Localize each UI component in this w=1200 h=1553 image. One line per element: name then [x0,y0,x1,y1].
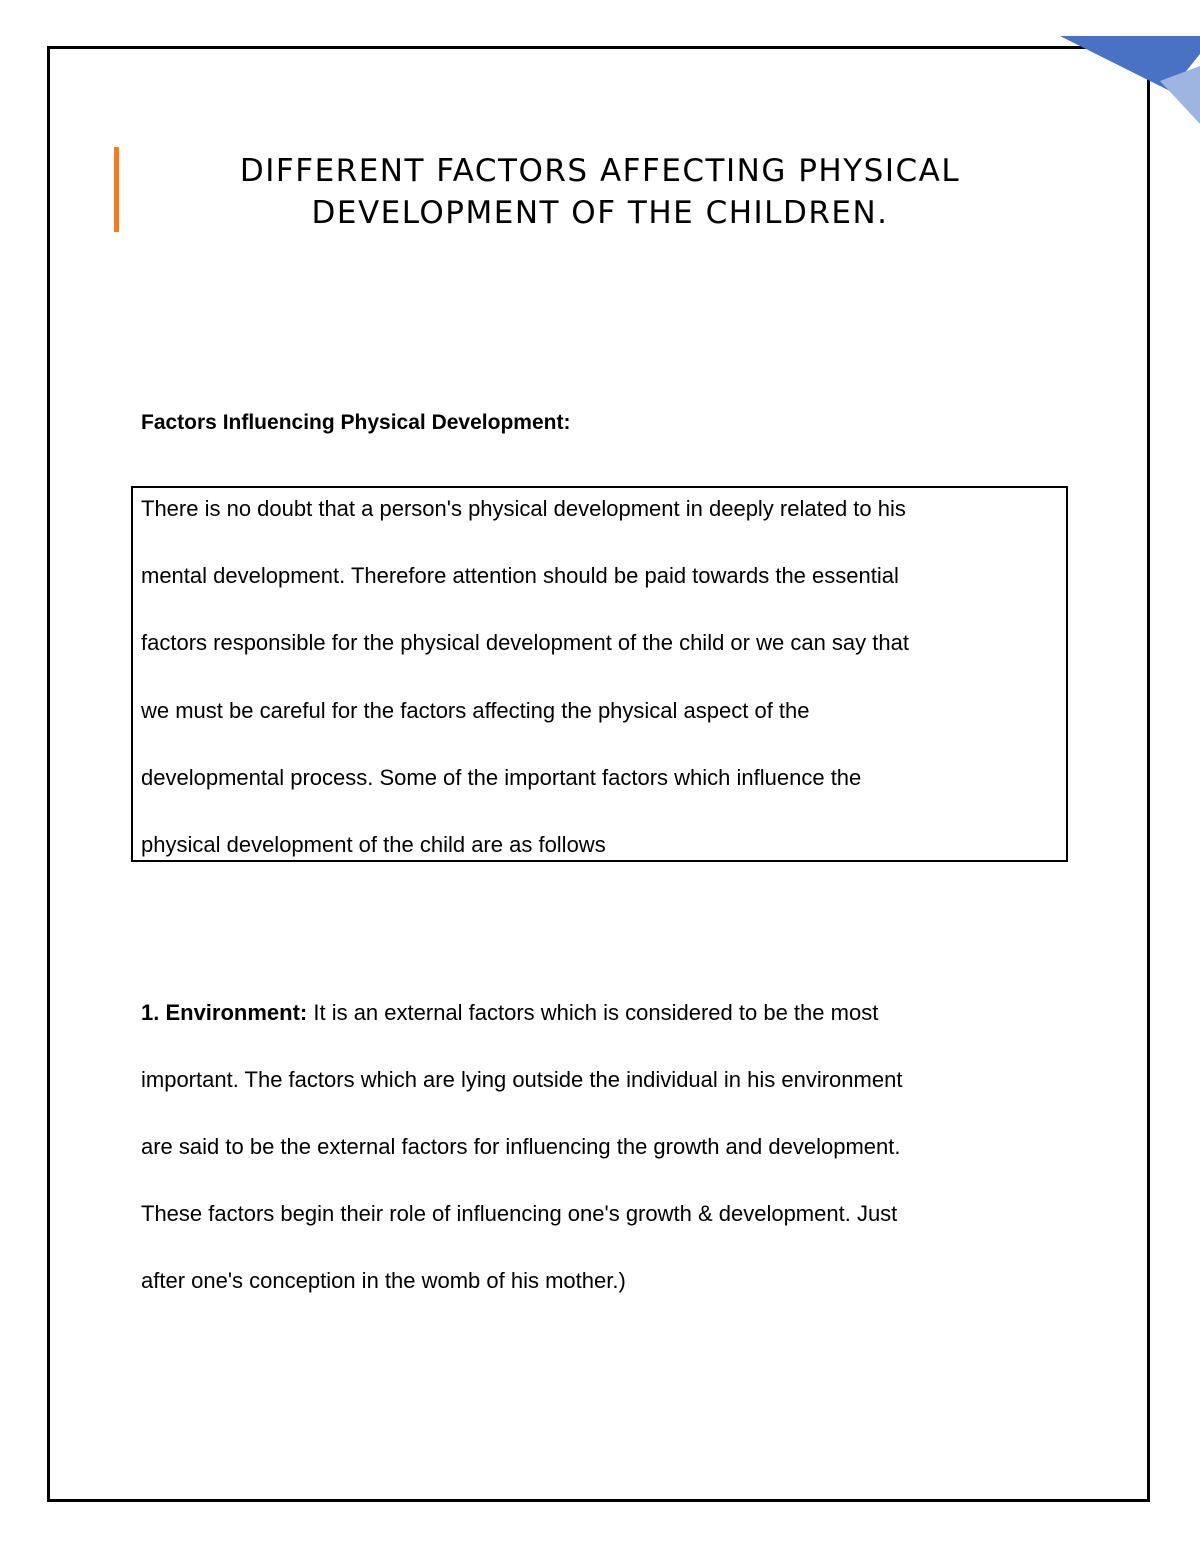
intro-line: we must be careful for the factors affecting the physical aspect of the [141,697,810,723]
factor-line: after one's conception in the womb of his mother.) [141,1268,626,1293]
intro-line: physical development of the child are as follows [141,832,606,858]
section-heading: Factors Influencing Physical Development: [141,411,571,434]
factor-label: 1. Environment: [141,1000,308,1025]
intro-paragraph [141,475,1061,878]
corner-decoration [1060,36,1200,136]
factor-environment [141,979,1061,1314]
intro-line: factors responsible for the physical development of the child or we can say that [141,630,909,656]
intro-line: There is no doubt that a person's physical development in deeply related to his [141,496,906,521]
intro-line: developmental process. Some of the important factors which influence the [141,764,862,790]
factor-line: important. The factors which are lying outside the individual in his environment [141,1067,903,1092]
title-accent-bar [114,147,119,232]
title-line-1: DIFFERENT FACTORS AFFECTING PHYSICAL [239,153,961,189]
document-title [160,150,1040,234]
factor-line: These factors begin their role of influencing one's growth & development. Just [141,1201,898,1226]
factor-line: are said to be the external factors for influencing the growth and development. [141,1134,901,1159]
intro-line: mental development. Therefore attention should be paid towards the essential [141,563,899,589]
factor-line: It is an external factors which is considered to be the most [307,1000,879,1025]
title-line-2: DEVELOPMENT OF THE CHILDREN. [311,195,889,231]
